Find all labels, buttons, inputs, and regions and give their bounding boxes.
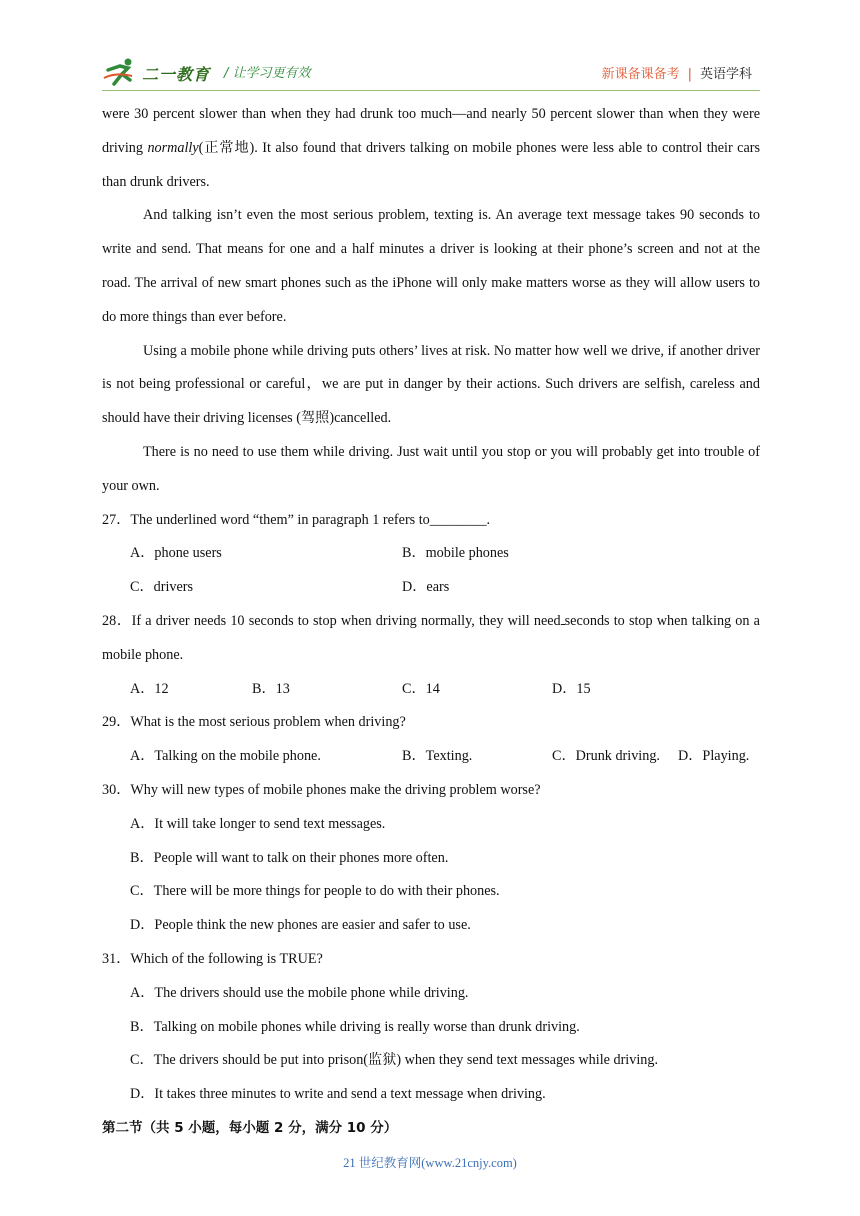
q29-option-c: C．Drunk driving. — [552, 748, 660, 765]
q27-stem: 27．The underlined word “them” in paragraph 1 refers to — [102, 511, 430, 528]
q29-option-b: B．Texting. — [402, 748, 473, 765]
q31-option-a: A．The drivers should use the mobile phone while driving. — [130, 984, 469, 1001]
q28-option-a: A．12 — [130, 680, 169, 697]
q27-option-d: D．ears — [402, 579, 450, 596]
question-30: 30．Why will new types of mobile phones make the driving problem worse? — [102, 781, 541, 798]
passage-paragraph-3: Using a mobile phone while driving puts others’ lives at risk. No matter how well we drive, if another driver is not being professional or careful，we are put in danger by their actions. Such drivers are selfish, careless and should have their driving licenses (驾照)cancelled. — [102, 342, 760, 427]
q27-option-c: C．drivers — [130, 579, 194, 596]
q28-option-d: D．15 — [552, 680, 591, 697]
q28-option-c: C．14 — [402, 680, 440, 697]
q30-option-c: C．There will be more things for people to do with their phones. — [130, 883, 500, 900]
q31-option-c: C．The drivers should be put into prison(监狱) when they send text messages while driving. — [130, 1052, 659, 1069]
q28-stem-b: seconds to stop when talking on a mobile phone. — [102, 612, 760, 663]
logo-text: 二一教育 — [142, 65, 211, 84]
q29-option-d: D．Playing. — [678, 748, 750, 765]
passage-paragraph-1 — [102, 98, 760, 199]
page-header — [102, 56, 760, 91]
header-separator: | — [687, 67, 692, 82]
header-right — [602, 63, 752, 82]
passage-paragraph-4: There is no need to use them while driving. Just wait until you stop or you will probably get into trouble of your own. — [102, 443, 760, 494]
q27-options-row-2 — [102, 571, 760, 605]
question-31: 31．Which of the following is TRUE? — [102, 950, 323, 967]
header-course-label: 新课备课备考 — [601, 67, 680, 82]
q30-option-b: B．People will want to talk on their phones more often. — [130, 849, 449, 866]
q27-option-a: A．phone users — [130, 545, 222, 562]
header-subject-label: 英语学科 — [699, 67, 752, 82]
document-body — [102, 98, 760, 1146]
q31-option-d: D．It takes three minutes to write and send a text message when driving. — [130, 1086, 546, 1103]
p1-text-b: (正常地). It also found that drivers talking on mobile phones were less able to control their cars than drunk drivers. — [102, 139, 761, 190]
question-27 — [102, 504, 760, 538]
q31-option-b: B．Talking on mobile phones while driving is really worse than drunk driving. — [130, 1018, 580, 1035]
p1-italic-word: normally — [147, 139, 199, 156]
section-heading: 第二节（共 5 小题，每小题 2 分，满分 10 分） — [102, 1119, 398, 1136]
question-28 — [102, 605, 760, 673]
q30-option-d: D．People think the new phones are easier and safer to use. — [130, 917, 471, 934]
q30-option-a: A．It will take longer to send text messages. — [130, 815, 386, 832]
p1-text-a: were 30 percent slower than when they had drunk too much—and nearly 50 percent slower than when they were driving — [102, 106, 760, 156]
q29-option-a: A．Talking on the mobile phone. — [130, 748, 321, 765]
q27-options-row-1 — [102, 537, 760, 571]
footer-link[interactable]: 21 世纪教育网(www.21cnjy.com) — [343, 1156, 517, 1170]
q28-options-row — [102, 673, 760, 707]
q27-blank: ________. — [429, 511, 491, 528]
runner-logo-icon — [102, 56, 142, 88]
q27-option-b: B．mobile phones — [402, 545, 509, 562]
passage-paragraph-2: And talking isn’t even the most serious problem, texting is. An average text message takes 90 seconds to write and send. That means for one and a half minutes a driver is looking at their phone’s screen and not at the road. The arrival of new smart phones such as the iPhone will only make matters worse as they will allow users to do more things than ever before. — [102, 207, 760, 325]
slogan: / 让学习更有效 — [224, 66, 311, 81]
q29-options-row — [102, 740, 760, 774]
q28-stem-a: 28．If a driver needs 10 seconds to stop when driving normally, they will need — [102, 612, 561, 629]
question-29: 29．What is the most serious problem when driving? — [102, 714, 406, 731]
q28-option-b: B．13 — [252, 680, 290, 697]
